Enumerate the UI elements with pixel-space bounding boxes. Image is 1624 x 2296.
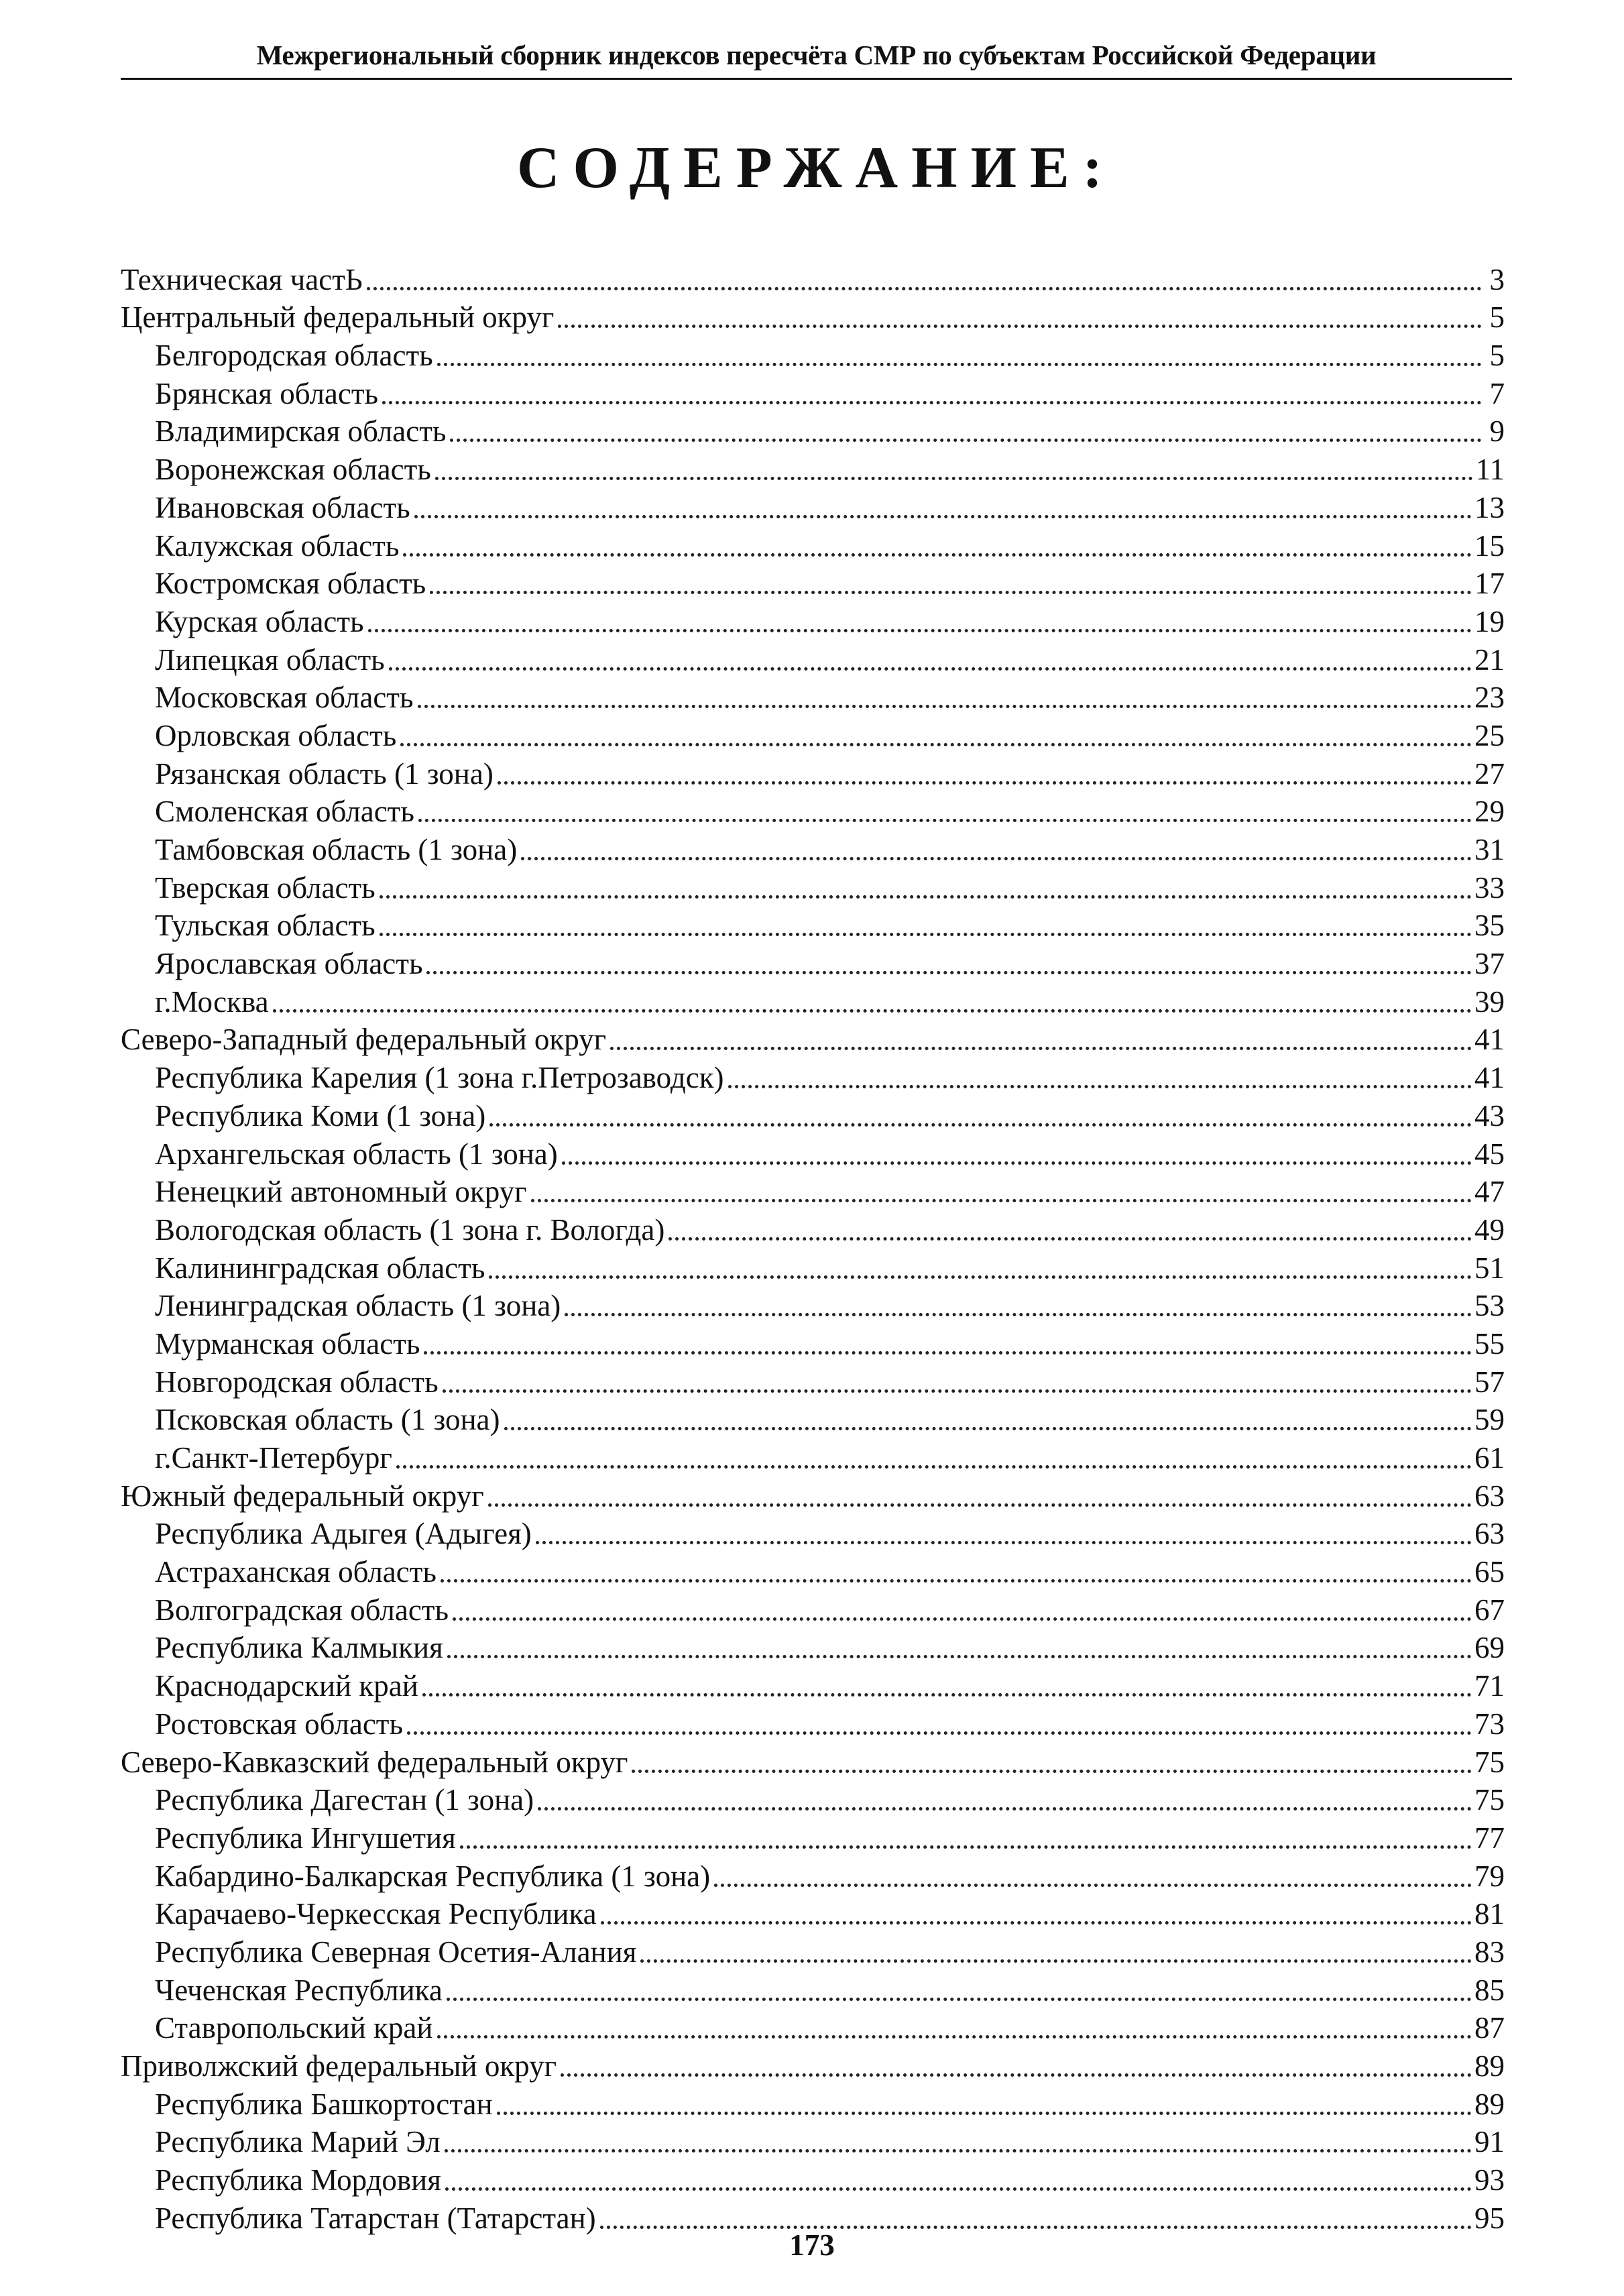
toc-entry-page: 23 <box>1474 681 1505 715</box>
toc-entry-row <box>121 2083 1505 2122</box>
toc-entry-row <box>121 1247 1505 1285</box>
toc-entry-label: Республика Адыгея (Адыгея) <box>155 1517 532 1551</box>
toc-entry-label: Ивановская область <box>155 490 410 524</box>
toc-entry-label: Республика Калмыкия <box>155 1631 443 1665</box>
toc-entry-row <box>121 1551 1505 1589</box>
dot-leader <box>728 1085 1472 1088</box>
toc-entry-label: Тамбовская область (1 зона) <box>155 833 518 866</box>
toc-entry-label: Калининградская область <box>155 1251 485 1285</box>
toc-entry-label: Мурманская область <box>155 1326 420 1361</box>
toc-entry-row <box>121 1931 1505 1969</box>
toc-entry-row <box>121 1437 1505 1475</box>
toc-entry-row <box>121 1513 1505 1552</box>
toc-section-row <box>121 1741 1505 1780</box>
toc-entry-row <box>121 2159 1505 2197</box>
dot-leader <box>422 1693 1472 1697</box>
toc-entry-label: Орловская область <box>155 718 397 752</box>
toc-entry-label: Республика Коми (1 зона) <box>155 1098 486 1133</box>
toc-entry-row <box>121 1855 1505 1894</box>
toc-section-row <box>121 1475 1505 1513</box>
toc-entry-label: Астраханская область <box>155 1555 437 1589</box>
toc-entry-row <box>121 563 1505 601</box>
dot-leader <box>389 667 1472 671</box>
toc-entry-page: 11 <box>1475 453 1505 487</box>
toc-entry-label: Смоленская область <box>155 795 414 829</box>
dot-leader <box>430 591 1472 594</box>
toc-entry-label: Брянская область <box>155 376 379 410</box>
dot-leader <box>437 2035 1472 2039</box>
toc-entry-label: Ярославская область <box>155 947 423 981</box>
toc-entry-page: 49 <box>1474 1212 1505 1247</box>
toc-entry-label: Республика Карелия (1 зона г.Петрозаводск) <box>155 1061 724 1095</box>
toc-entry-page: 15 <box>1474 528 1505 563</box>
toc-entry-page: 89 <box>1474 2087 1505 2121</box>
dot-leader <box>382 401 1482 404</box>
toc-entry-label: Волгоградская область <box>155 1593 449 1627</box>
toc-entry-label: Республика Башкортостан <box>155 2087 493 2121</box>
running-header: Межрегиональный сборник индексов пересчёта СМР по субъектам Российской Федерации <box>256 40 1377 70</box>
toc-entry-page: 21 <box>1474 642 1505 677</box>
dot-leader <box>600 2226 1472 2229</box>
toc-entry-page: 71 <box>1474 1669 1505 1703</box>
toc-entry-page: 89 <box>1474 2049 1505 2083</box>
toc-entry-page: 37 <box>1474 947 1505 981</box>
toc-entry-row <box>121 601 1505 639</box>
toc-entry-row <box>121 867 1505 905</box>
toc-entry-row <box>121 1817 1505 1855</box>
toc-entry-label: Владимирская область <box>155 414 447 449</box>
dot-leader <box>536 1541 1472 1544</box>
toc-entry-row <box>121 335 1505 373</box>
toc-entry-label: Краснодарский край <box>155 1669 418 1703</box>
toc-entry-page: 79 <box>1474 1859 1505 1893</box>
toc-entry-page: 7 <box>1489 376 1505 410</box>
toc-entry-page: 9 <box>1489 414 1505 449</box>
toc-entry-label: Новгородская область <box>155 1365 439 1399</box>
toc-entry-row <box>121 1780 1505 1818</box>
toc-entry-page: 63 <box>1474 1479 1505 1513</box>
dot-leader <box>610 1047 1472 1050</box>
dot-leader <box>424 1351 1472 1355</box>
dot-leader <box>565 1313 1472 1316</box>
toc-entry-label: Чеченская Республика <box>155 1973 443 2007</box>
toc-entry-page: 5 <box>1489 339 1505 373</box>
table-of-contents <box>121 259 1505 2236</box>
toc-section-row <box>121 259 1505 297</box>
dot-leader <box>632 1770 1472 1773</box>
toc-entry-row <box>121 1133 1505 1171</box>
toc-entry-row <box>121 411 1505 449</box>
toc-entry-label: Костромская область <box>155 567 426 601</box>
toc-entry-label: Архангельская область (1 зона) <box>155 1137 558 1171</box>
toc-entry-label: Республика Мордовия <box>155 2163 441 2197</box>
toc-entry-row <box>121 1969 1505 2008</box>
dot-leader <box>447 1998 1472 2001</box>
toc-entry-page: 41 <box>1474 1023 1505 1057</box>
toc-entry-row <box>121 1361 1505 1399</box>
toc-entry-page: 93 <box>1474 2163 1505 2197</box>
toc-entry-page: 45 <box>1474 1137 1505 1171</box>
dot-leader <box>562 1161 1472 1165</box>
dot-leader <box>450 439 1482 442</box>
dot-leader <box>441 1579 1472 1583</box>
toc-entry-label: Липецкая область <box>155 642 385 677</box>
toc-entry-page: 3 <box>1489 262 1505 296</box>
toc-section-row <box>121 2045 1505 2083</box>
toc-entry-label: Московская область <box>155 681 414 715</box>
toc-entry-label: Псковская область (1 зона) <box>155 1403 500 1437</box>
toc-entry-page: 35 <box>1474 909 1505 943</box>
toc-entry-page: 67 <box>1474 1593 1505 1627</box>
toc-entry-row <box>121 449 1505 487</box>
toc-entry-label: Республика Северная Осетия-Алания <box>155 1935 637 1969</box>
toc-entry-label: Ненецкий автономный округ <box>155 1175 527 1209</box>
toc-entry-row <box>121 373 1505 411</box>
dot-leader <box>435 477 1473 480</box>
toc-entry-row <box>121 525 1505 563</box>
toc-entry-row <box>121 753 1505 791</box>
dot-leader <box>531 1199 1472 1202</box>
page-number: 173 <box>789 2228 835 2262</box>
toc-entry-page: 85 <box>1474 1973 1505 2007</box>
dot-leader <box>521 857 1472 860</box>
toc-entry-row <box>121 1627 1505 1666</box>
toc-entry-row <box>121 905 1505 943</box>
toc-entry-label: Тверская область <box>155 870 375 905</box>
toc-entry-page: 65 <box>1474 1555 1505 1589</box>
toc-entry-label: Республика Татарстан (Татарстан) <box>155 2201 596 2235</box>
toc-entry-label: Северо-Кавказский федеральный округ <box>121 1745 628 1779</box>
toc-entry-page: 5 <box>1489 300 1505 335</box>
toc-entry-row <box>121 1589 1505 1627</box>
toc-entry-row <box>121 829 1505 867</box>
toc-entry-row <box>121 1285 1505 1324</box>
toc-section-row <box>121 1019 1505 1057</box>
toc-entry-row <box>121 2122 1505 2160</box>
toc-entry-page: 29 <box>1474 795 1505 829</box>
toc-entry-label: Калужская область <box>155 528 400 563</box>
dot-leader <box>400 743 1472 746</box>
toc-entry-page: 25 <box>1474 718 1505 752</box>
toc-entry-label: Ленинградская область (1 зона) <box>155 1289 561 1323</box>
toc-entry-page: 63 <box>1474 1517 1505 1551</box>
dot-leader <box>447 1655 1472 1658</box>
toc-entry-page: 19 <box>1474 604 1505 638</box>
toc-entry-label: Ростовская область <box>155 1707 403 1741</box>
dot-leader <box>488 1503 1472 1507</box>
toc-section-row <box>121 297 1505 335</box>
toc-entry-page: 17 <box>1474 567 1505 601</box>
dot-leader <box>669 1237 1472 1241</box>
dot-leader <box>640 1959 1472 1963</box>
toc-entry-page: 87 <box>1474 2011 1505 2045</box>
toc-entry-page: 13 <box>1474 490 1505 524</box>
dot-leader <box>538 1807 1472 1811</box>
toc-entry-row <box>121 791 1505 829</box>
toc-entry-page: 57 <box>1474 1365 1505 1399</box>
toc-entry-page: 55 <box>1474 1326 1505 1361</box>
toc-entry-page: 53 <box>1474 1289 1505 1323</box>
toc-entry-page: 41 <box>1474 1061 1505 1095</box>
toc-entry-page: 47 <box>1474 1175 1505 1209</box>
dot-leader <box>426 971 1472 974</box>
toc-entry-label: Республика Марий Эл <box>155 2125 441 2159</box>
dot-leader <box>714 1884 1472 1887</box>
dot-leader <box>561 2073 1472 2077</box>
toc-entry-label: Приволжский федеральный округ <box>121 2049 557 2083</box>
dot-leader <box>498 781 1472 785</box>
dot-leader <box>396 1465 1472 1469</box>
dot-leader <box>489 1275 1472 1279</box>
toc-entry-label: Курская область <box>155 604 364 638</box>
toc-entry-label: Техническая частЬ <box>121 262 363 296</box>
page-title: СОДЕРЖАНИЕ: <box>517 135 1116 200</box>
dot-leader <box>367 287 1482 290</box>
toc-entry-label: Республика Дагестан (1 зона) <box>155 1783 534 1817</box>
toc-entry-row <box>121 1323 1505 1361</box>
toc-entry-label: Карачаево-Черкесская Республика <box>155 1897 597 1931</box>
toc-entry-row <box>121 677 1505 715</box>
dot-leader <box>380 933 1472 936</box>
toc-entry-page: 59 <box>1474 1403 1505 1437</box>
toc-entry-label: Тульская область <box>155 909 375 943</box>
toc-entry-page: 69 <box>1474 1631 1505 1665</box>
toc-entry-row <box>121 1703 1505 1741</box>
toc-entry-row <box>121 981 1505 1019</box>
toc-entry-page: 33 <box>1474 870 1505 905</box>
toc-entry-page: 81 <box>1474 1897 1505 1931</box>
toc-entry-page: 73 <box>1474 1707 1505 1741</box>
toc-entry-page: 61 <box>1474 1441 1505 1475</box>
toc-entry-page: 91 <box>1474 2125 1505 2159</box>
toc-entry-page: 51 <box>1474 1251 1505 1285</box>
toc-entry-page: 83 <box>1474 1935 1505 1969</box>
dot-leader <box>380 895 1472 899</box>
dot-leader <box>418 705 1472 708</box>
toc-entry-row <box>121 1171 1505 1210</box>
toc-entry-row <box>121 487 1505 525</box>
toc-entry-row <box>121 639 1505 677</box>
dot-leader <box>504 1427 1472 1430</box>
toc-entry-label: г.Санкт-Петербург <box>155 1441 392 1475</box>
toc-entry-page: 77 <box>1474 1821 1505 1855</box>
dot-leader <box>445 2187 1472 2191</box>
dot-leader <box>437 363 1482 366</box>
header-rule <box>121 78 1512 80</box>
toc-entry-label: Вологодская область (1 зона г. Вологда) <box>155 1212 665 1247</box>
toc-entry-label: Центральный федеральный округ <box>121 300 555 335</box>
toc-entry-row <box>121 1209 1505 1247</box>
dot-leader <box>497 2112 1472 2115</box>
dot-leader <box>418 819 1472 822</box>
toc-entry-label: Республика Ингушетия <box>155 1821 456 1855</box>
toc-entry-label: Рязанская область (1 зона) <box>155 756 494 791</box>
toc-entry-label: Северо-Западный федеральный округ <box>121 1023 607 1057</box>
dot-leader <box>403 553 1472 557</box>
toc-entry-page: 31 <box>1474 833 1505 866</box>
toc-entry-label: Кабардино-Балкарская Республика (1 зона) <box>155 1859 711 1893</box>
dot-leader <box>489 1123 1472 1127</box>
toc-entry-row <box>121 1665 1505 1703</box>
dot-leader <box>460 1845 1472 1849</box>
toc-entry-row <box>121 1894 1505 1932</box>
dot-leader <box>414 515 1472 518</box>
toc-entry-row <box>121 1057 1505 1095</box>
dot-leader <box>368 629 1472 632</box>
toc-entry-page: 27 <box>1474 756 1505 791</box>
dot-leader <box>453 1617 1472 1621</box>
toc-entry-row <box>121 1399 1505 1438</box>
toc-entry-page: 39 <box>1474 984 1505 1019</box>
toc-entry-page: 75 <box>1474 1745 1505 1779</box>
dot-leader <box>601 1921 1472 1925</box>
toc-entry-label: г.Москва <box>155 984 269 1019</box>
toc-entry-label: Воронежская область <box>155 453 431 487</box>
dot-leader <box>445 2149 1472 2152</box>
toc-entry-label: Ставропольский край <box>155 2011 433 2045</box>
toc-entry-page: 95 <box>1474 2201 1505 2235</box>
toc-entry-label: Южный федеральный округ <box>121 1479 484 1513</box>
dot-leader <box>407 1731 1472 1735</box>
dot-leader <box>558 325 1482 328</box>
toc-entry-row <box>121 1095 1505 1133</box>
toc-entry-page: 75 <box>1474 1783 1505 1817</box>
toc-entry-row <box>121 2008 1505 2046</box>
dot-leader <box>273 1009 1472 1013</box>
toc-entry-row <box>121 943 1505 981</box>
toc-entry-row <box>121 715 1505 753</box>
toc-entry-label: Белгородская область <box>155 339 433 373</box>
dot-leader <box>443 1389 1472 1393</box>
toc-entry-page: 43 <box>1474 1098 1505 1133</box>
